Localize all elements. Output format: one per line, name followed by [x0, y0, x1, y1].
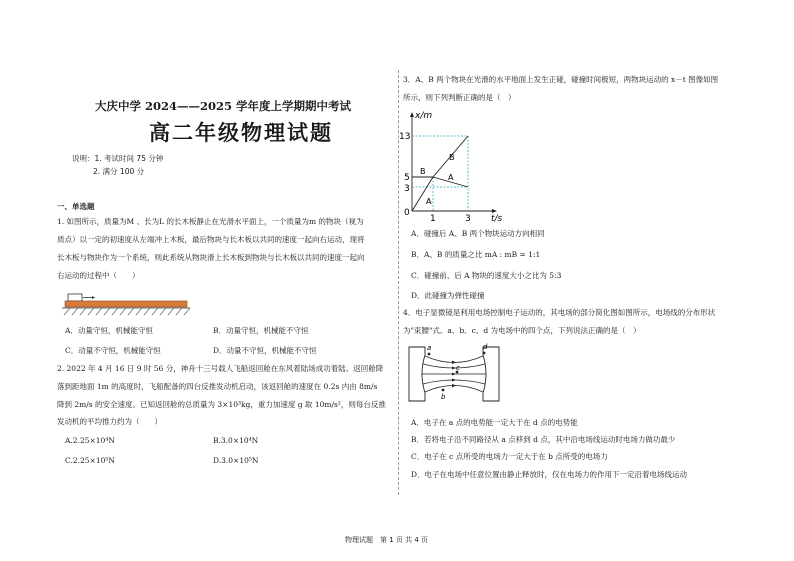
q1-option-c: C．动量不守恒，机械能守恒	[65, 346, 161, 355]
label-c: c	[456, 364, 460, 372]
page-footer: 物理试题 第 1 页 共 4 页	[345, 536, 429, 544]
q3-option-a: A．碰撞后 A、B 两个物块运动方向相同	[411, 229, 545, 238]
subject-title: 高二年级物理试题	[149, 120, 333, 145]
board-block-figure	[62, 293, 192, 317]
label-b-after: B	[449, 153, 455, 162]
q2-option-c: C.2.25×10⁵N	[65, 456, 115, 465]
q4-option-c: C．电子在 c 点所受的电场力一定大于在 b 点所受的电场力	[411, 452, 608, 461]
label-d: d	[483, 343, 488, 351]
xt-graph	[392, 108, 507, 224]
y-tick-0: 0	[404, 208, 410, 218]
y-axis-arrow	[410, 112, 414, 117]
label-a-after: A	[448, 173, 454, 182]
x-axis-label: t/s	[491, 214, 503, 224]
x-axis-arrow	[492, 209, 497, 213]
y-tick-3: 3	[404, 184, 410, 194]
q3-line: 3．A、B 两个物块在光滑的水平地面上发生正碰，碰撞时间极短，两物块运动的 x－t 图像如图	[403, 75, 719, 84]
q2-line: 发动机的平均推力约为（ ）	[57, 417, 162, 426]
q1-line: 1. 如图所示，质量为M 、长为L 的长木板静止在光滑水平面上，一个质量为m 的物块（视为	[57, 217, 364, 226]
electric-field-figure	[405, 341, 503, 407]
point-d	[483, 352, 486, 355]
note-line-2: 2. 满分 100 分	[93, 167, 145, 176]
q3-line: 所示，则下列判断正确的是（ ）	[403, 93, 516, 102]
q2-option-d: D.3.0×10⁵N	[213, 456, 259, 465]
q2-option-a: A.2.25×10⁴N	[65, 436, 115, 445]
long-board	[65, 301, 187, 307]
ground-hatch	[64, 308, 190, 315]
point-b	[442, 389, 445, 392]
q4-line: 4．电子显微镜是利用电场控制电子运动的，其电场的部分简化图如图所示，电场线的分布形状	[403, 308, 716, 317]
y-tick-5: 5	[404, 173, 410, 183]
small-block	[68, 294, 82, 301]
label-a-before: A	[426, 197, 432, 206]
velocity-arrow-head	[92, 296, 95, 299]
q1-line: 长木板与物块作为一个系统，则此系统从物块滑上长木板到物块与长木板以共同的速度一起向	[57, 253, 365, 262]
x-tick-1: 1	[430, 214, 436, 224]
x-tick-3: 3	[465, 214, 471, 224]
label-a: a	[427, 344, 432, 352]
q4-line: 为"束腰"式。a、b、c、d 为电场中的四个点，下列说法正确的是（ ）	[403, 326, 641, 335]
label-b: b	[441, 393, 446, 401]
q1-line: 质点）以一定的初速度从左端冲上木板，最后物块与长木板以共同的速度一起向右运动，现将	[57, 235, 365, 244]
q2-line: 降到 2m/s 的安全速度。已知返回舱的总质量为 3×10³kg，重力加速度 g 取 10m/s²，则每台反推	[57, 400, 386, 409]
y-axis-label: x/m	[415, 111, 433, 121]
section-title: 一、单选题	[57, 202, 95, 211]
q1-line: 右运动的过程中（ ）	[57, 271, 140, 280]
y-tick-13: 13	[399, 132, 411, 142]
q2-line: 2. 2022 年 4 月 16 日 9 时 56 分，神舟十三号载人飞船返回舱在东风着陆场成功着陆。返回舱降	[57, 364, 384, 373]
q3-option-c: C．碰撞前、后 A 物块的速度大小之比为 5:3	[411, 271, 562, 280]
q1-option-b: B．动量守恒，机械能不守恒	[213, 326, 309, 335]
q3-option-b: B．A、B 的质量之比 mA : mB = 1:1	[411, 250, 541, 259]
exam-title: 大庆中学 2024——2025 学年度上学期期中考试	[95, 99, 352, 113]
q1-option-d: D．动量不守恒，机械能不守恒	[213, 346, 317, 355]
q1-option-a: A．动量守恒，机械能守恒	[65, 326, 153, 335]
label-b-before: B	[420, 167, 426, 176]
q2-line: 落到距地面 1m 的高度时，飞船配备的四台反推发动机启动，该返回舱的速度在 0.2s 内由 8m/s	[57, 382, 378, 391]
q4-option-d: D．电子在电场中任意位置由静止释放时，仅在电场力的作用下一定沿着电场线运动	[411, 470, 688, 479]
note-line-1: 说明：1. 考试时间 75 分钟	[72, 154, 164, 163]
point-a	[428, 353, 431, 356]
q4-option-b: B．若将电子沿不同路径从 a 点移到 d 点，其中沿电场线运动时电场力做功最少	[411, 435, 676, 444]
q2-option-b: B.3.0×10⁴N	[213, 436, 259, 445]
q3-option-d: D．此碰撞为弹性碰撞	[411, 291, 485, 300]
q4-option-a: A．电子在 a 点的电势能一定大于在 d 点的电势能	[411, 418, 578, 427]
